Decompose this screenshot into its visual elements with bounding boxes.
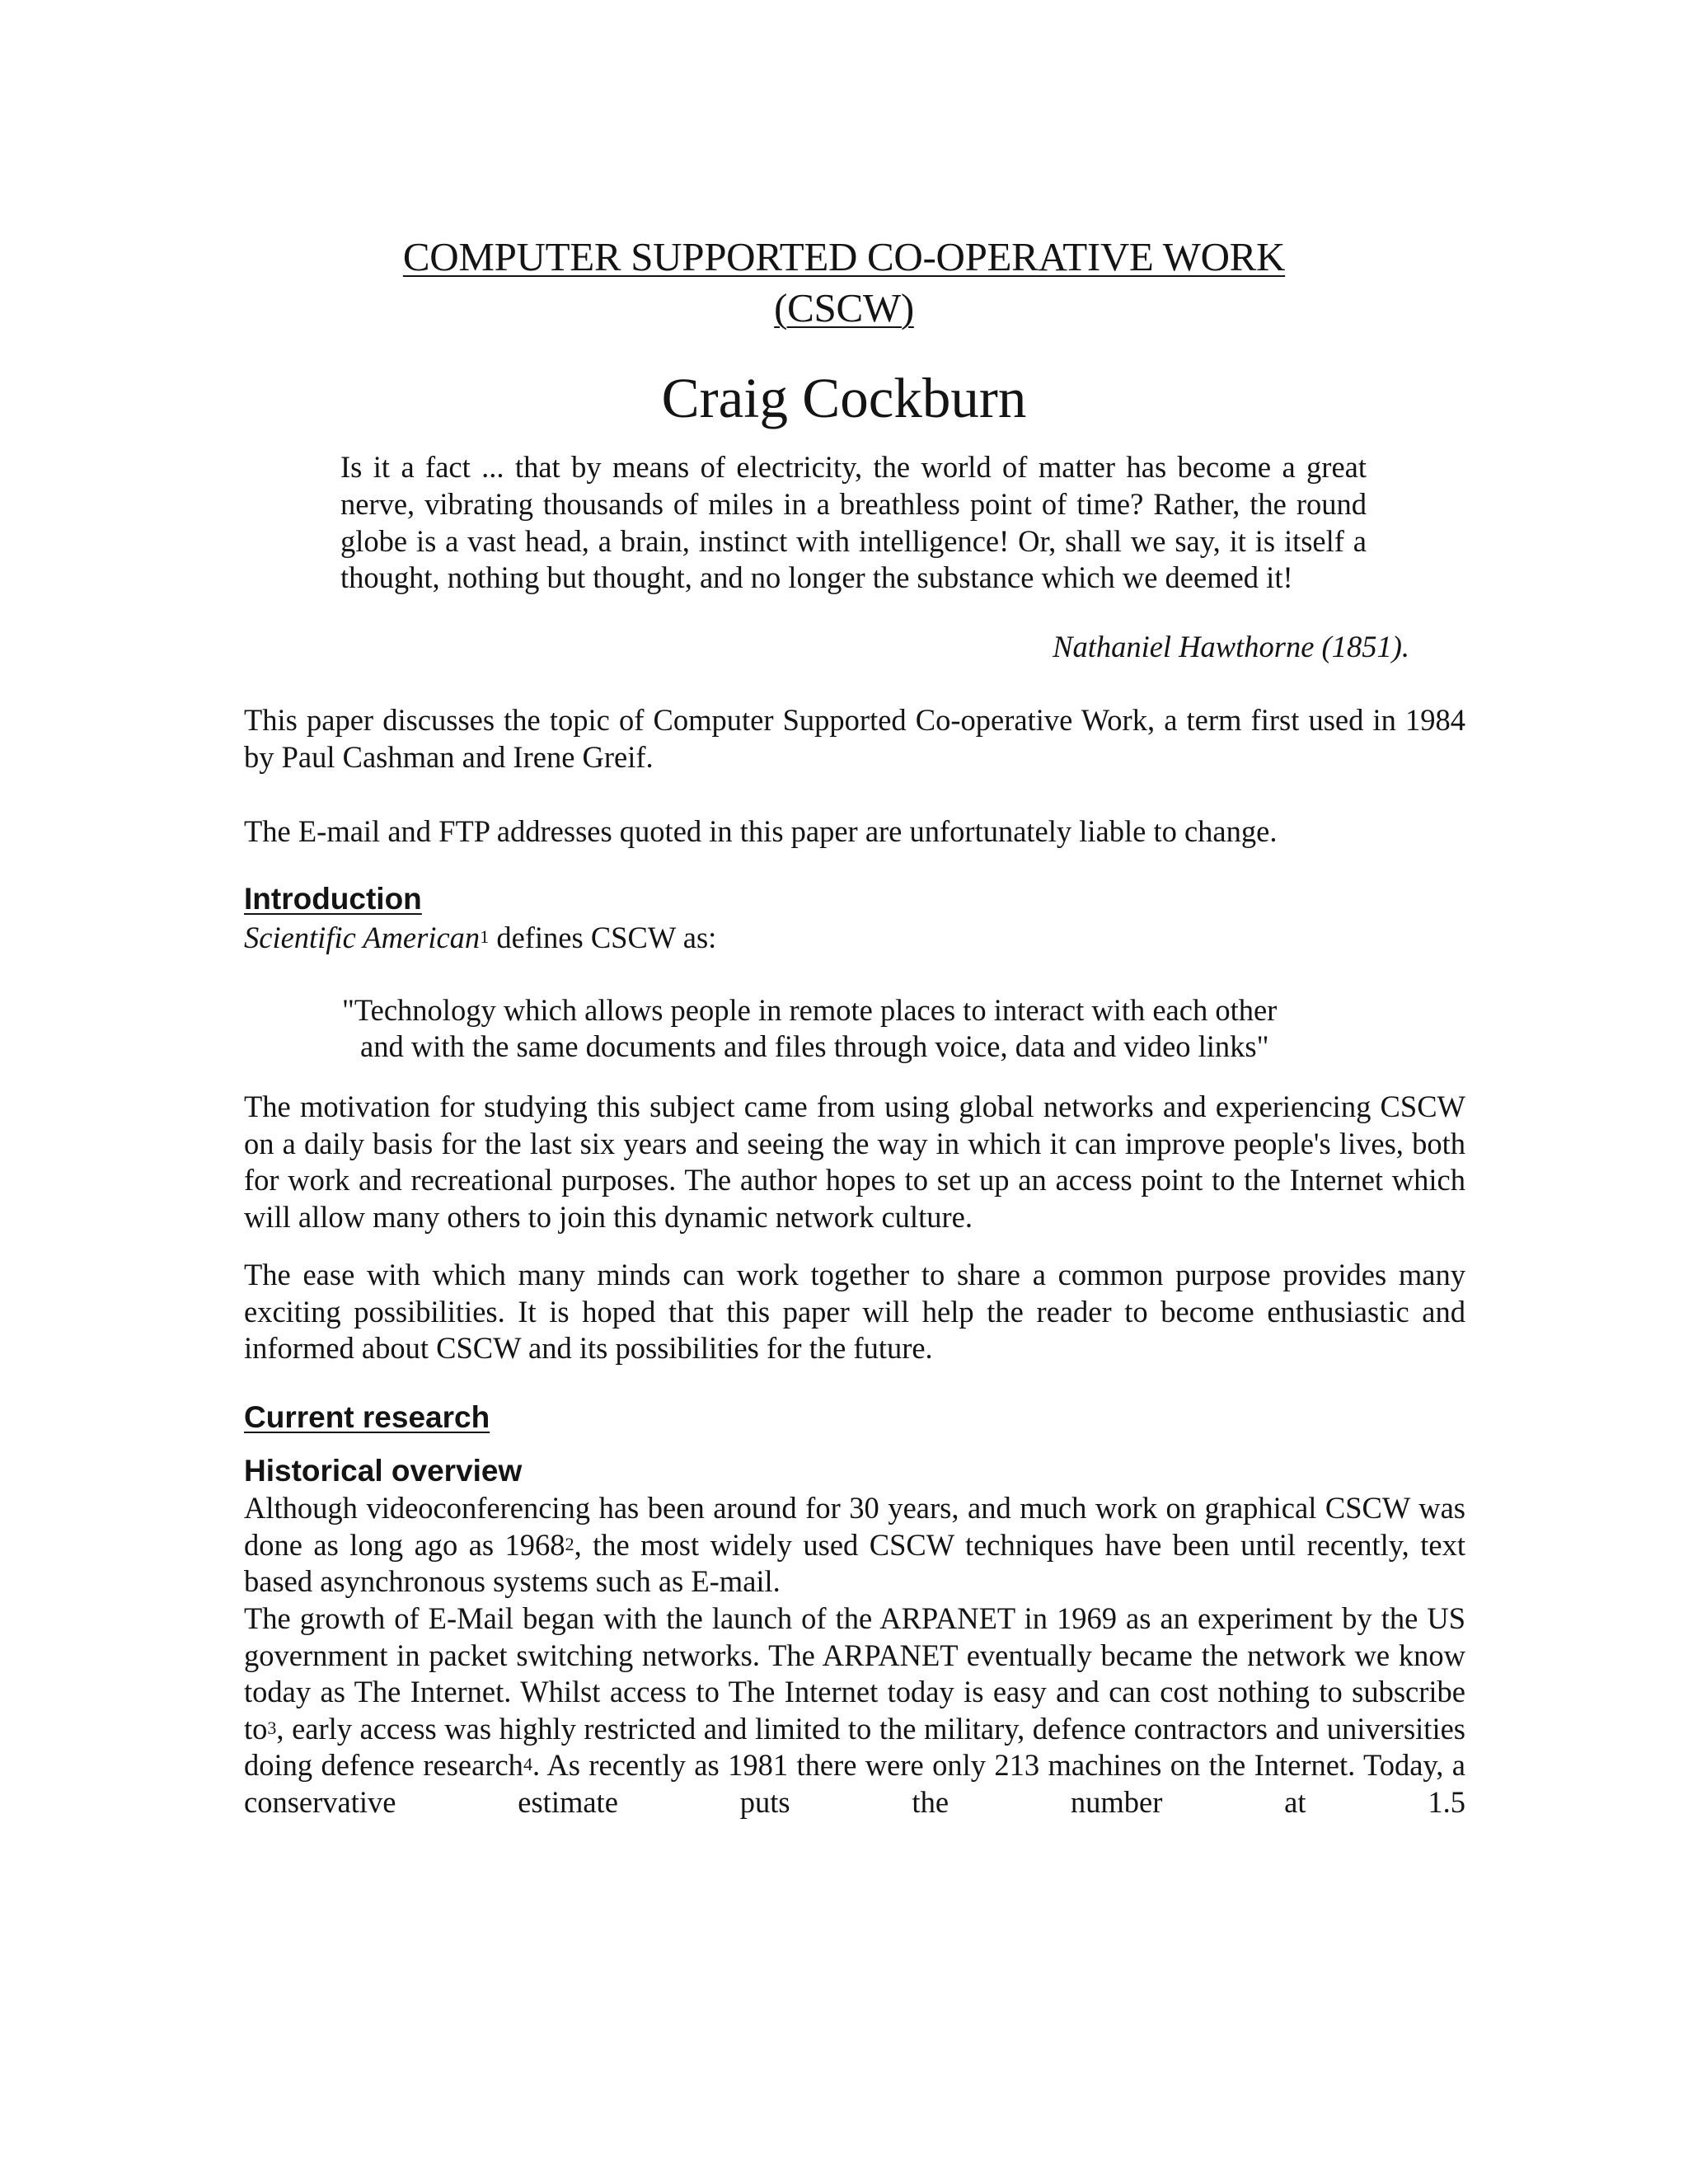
historical-paragraph-1 bbox=[244, 1490, 1465, 1601]
footnote-ref[interactable]: 3 bbox=[267, 1717, 277, 1738]
footnote-ref[interactable]: 4 bbox=[523, 1754, 532, 1775]
title-line-1: COMPUTER SUPPORTED CO-OPERATIVE WORK bbox=[402, 234, 1286, 279]
section-heading-introduction: Introduction bbox=[244, 882, 422, 916]
quote-line-2: and with the same documents and files through voice, data and video links" bbox=[360, 1029, 1269, 1063]
intro-paragraph-2 bbox=[244, 813, 1465, 851]
motivation-paragraph bbox=[244, 1089, 1465, 1235]
paragraph-addresses: The E-mail and FTP addresses quoted in this paper are unfortunately liable to change. bbox=[244, 814, 1278, 848]
intro-paragraph-1 bbox=[244, 702, 1465, 776]
definition-quote bbox=[342, 992, 1381, 1065]
footnote-ref[interactable]: 2 bbox=[565, 1533, 574, 1554]
defines-text: defines CSCW as: bbox=[489, 921, 717, 954]
source-name: Scientific American bbox=[244, 921, 481, 954]
subsection-heading-historical-overview: Historical overview bbox=[244, 1454, 523, 1488]
epigraph-quote: Is it a fact ... that by means of electricity, the world of matter has become a great nerve, vibrating thousands of miles in a breathless point of time? Rather, the round globe is a vast head, a brain, instinct with intelligence! Or, shall we say, it is itself a thought, nothing but thought, and no longer the substance which we deemed it! bbox=[340, 450, 1367, 595]
quote-line-1: "Technology which allows people in remote places to interact with each other bbox=[342, 993, 1278, 1027]
document-title bbox=[0, 232, 1688, 334]
paragraph-topic: This paper discusses the topic of Computer Supported Co-operative Work, a term first used in 1984 by Paul Cashman and Irene Greif. bbox=[244, 703, 1465, 774]
ease-paragraph bbox=[244, 1257, 1465, 1367]
historical-paragraph-2 bbox=[244, 1601, 1465, 1821]
title-line-2: (CSCW) bbox=[774, 285, 914, 330]
paragraph-arpanet: The growth of E-Mail began with the launch of the ARPANET in 1969 as an experiment by the US government in packet switching networks. The ARPANET eventually became the network we know today as The Internet. Whilst access to The Internet today is easy and can cost nothing to subscribe $to^3$, early access was highly restricted and limited to the military, defence contractors and universities doing defence research$^4$. As recently as 1981 there were only 213 machines on the Internet. Today, a conservative estimate puts the number at 1.5 bbox=[244, 1601, 1465, 1819]
paragraph-videoconferencing: Although videoconferencing has been around for 30 years, and much work on graphical CSCW was done as long ago as 1968$^2$, the most widely used CSCW techniques have been until recently, text based asynchronous systems such as E-mail. bbox=[244, 1491, 1465, 1599]
cscw-definition-lead bbox=[244, 920, 716, 956]
paragraph-ease: The ease with which many minds can work together to share a common purpose provides many exciting possibilities. It is hoped that this paper will help the reader to become enthusiastic and informed about CSCW and its possibilities for the future. bbox=[244, 1258, 1465, 1366]
author-name: Craig Cockburn bbox=[661, 367, 1027, 429]
epigraph-attribution: Nathaniel Hawthorne (1851). bbox=[1053, 630, 1409, 663]
footnote-ref[interactable]: 1 bbox=[480, 926, 490, 947]
paragraph-motivation: The motivation for studying this subject came from using global networks and experiencing CSCW on a daily basis for the last six years and seeing the way in which it can improve people's lives, both for work and recreational purposes. The author hopes to set up an access point to the Internet which will allow many others to join this dynamic network culture. bbox=[244, 1090, 1465, 1234]
section-heading-current-research: Current research bbox=[244, 1400, 490, 1434]
